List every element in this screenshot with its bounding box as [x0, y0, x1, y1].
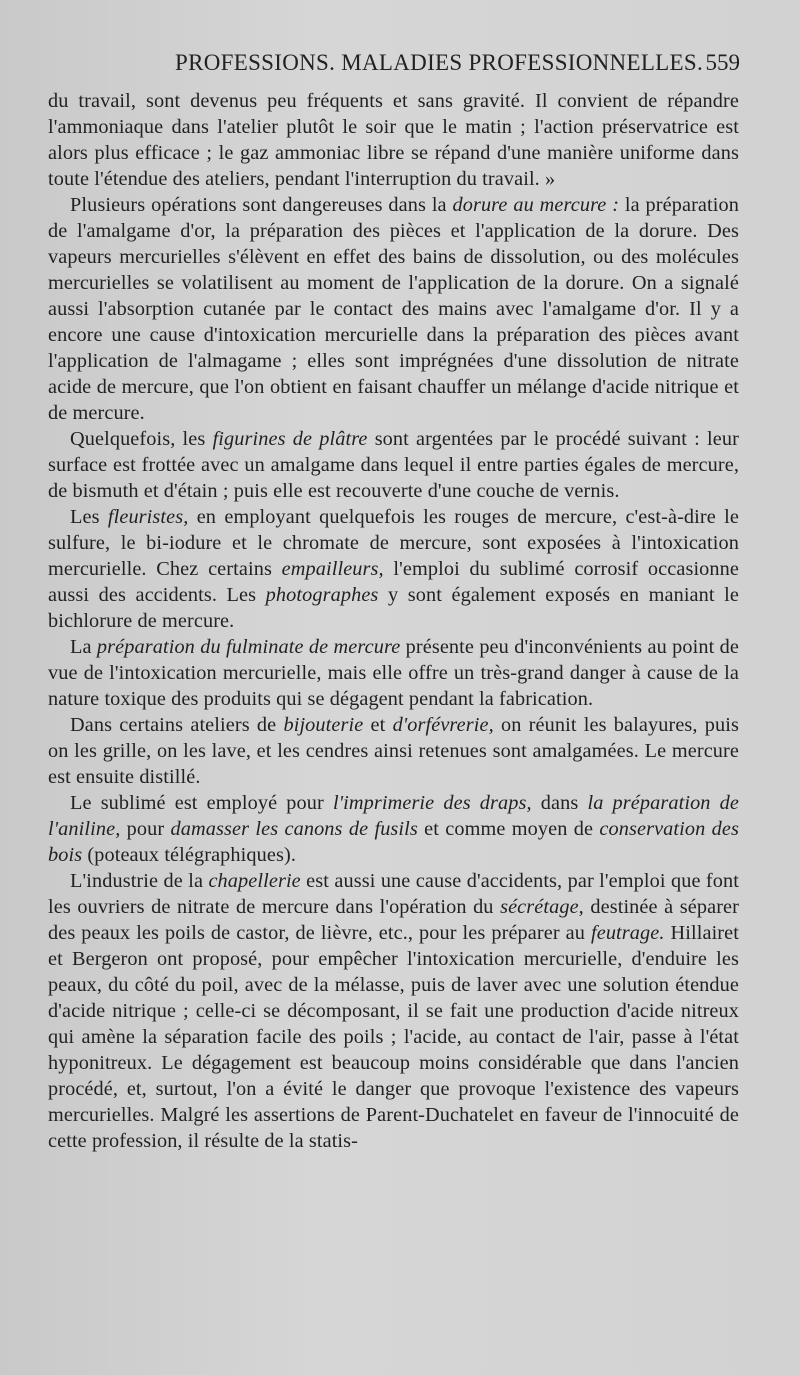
text-run: on réunit les balayures, puis on les grille, on les lave, et les cendres ainsi retenues sont amalgamées. Le mercure est ensuite distillé.	[48, 714, 740, 788]
text-run: La	[70, 636, 97, 658]
running-header	[50, 44, 740, 80]
text-run: du travail, sont devenus peu fréquents et sans gravité. Il convient de répandre l'ammoniaque dans l'atelier plutôt le soir que le matin ; l'action préservatrice est alors plus efficace ; le gaz ammoniac libre se répand d'une manière uniforme dans toute l'étendue des ateliers, pendant l'interruption du travail. »	[48, 90, 739, 190]
text-run: en employant quelquefois les rouges de mercure, c'est-à-dire le sulfure, le bi-iodure et le chromate de mercure, sont exposées à l'intoxication mercurielle. Chez certains	[48, 506, 739, 580]
italic-text: photographes	[265, 584, 379, 606]
paragraph	[48, 192, 739, 426]
text-run: et	[363, 714, 393, 736]
text-run: sont argentées par le procédé suivant : leur surface est frottée avec un amalgame dans lequel il entre parties égales de mercure, de bismuth et d'étain ; puis elle est recouverte d'une couche de vernis.	[48, 428, 739, 502]
body-text	[48, 88, 739, 1154]
italic-text: fleuristes,	[107, 506, 189, 528]
text-run: Les	[70, 506, 108, 528]
text-run: Hillairet et Bergeron ont proposé, pour empêcher l'intoxication mercurielle, d'enduire les peaux, du côté du poil, avec de la mélasse, puis de laver avec une solution étendue d'acide nitrique ; celle-ci se décomposant, il se fait une production d'acide nitreux qui amène la séparation facile des poils ; l'acide, au contact de l'air, passe à l'état hyponitreux. Le dégagement est beaucoup moins considérable que dans l'ancien procédé, et, surtout, l'on a évité le danger que provoque l'existence des vapeurs mercurielles. Malgré les assertions de Parent-Duchatelet en faveur de l'innocuité de cette profession, il résulte de la statis-	[48, 922, 739, 1152]
italic-text: feutrage.	[590, 922, 665, 944]
paragraph	[48, 712, 739, 790]
text-run: dans	[531, 792, 588, 814]
italic-text: dorure au mercure :	[452, 194, 620, 216]
text-run: Quelquefois, les	[70, 428, 213, 450]
italic-text: conservation des bois	[48, 818, 739, 866]
text-run: (poteaux télégraphiques).	[82, 844, 296, 866]
italic-text: empailleurs,	[281, 558, 384, 580]
running-title: PROFESSIONS. MALADIES PROFESSIONNELLES.	[175, 50, 704, 75]
text-run: et comme moyen de	[417, 818, 600, 840]
text-run: Plusieurs opérations sont dangereuses dans la	[70, 194, 453, 216]
text-run: Le sublimé est employé pour	[70, 792, 333, 814]
text-run: pour	[120, 818, 171, 840]
text-run: y sont également exposés en maniant le bichlorure de mercure.	[48, 584, 740, 632]
italic-text: d'orfévrerie,	[392, 714, 494, 736]
text-run: L'industrie de la	[70, 870, 209, 892]
text-run: la préparation de l'amalgame d'or, la préparation des pièces et l'application de la dorure. Des vapeurs mercurielles s'élèvent en effet des bains de dissolution, ou des molécules mercurielles se volatilisent au moment de l'application de la dorure. On a signalé aussi l'absorption cutanée par le contact des mains avec l'amalgame d'or. Il y a encore une cause d'intoxication mercurielle dans la préparation des pièces avant l'application de l'almagame ; elles sont imprégnées d'une dissolution de nitrate acide de mercure, que l'on obtient en faisant chauffer un mélange d'acide nitrique et de mercure.	[48, 194, 739, 424]
text-run: présente peu d'inconvénients au point de vue de l'intoxication mercurielle, mais elle offre un très-grand danger à cause de la nature toxique des produits qui se dégagent pendant la fabrication.	[48, 636, 739, 710]
text-run: l'emploi du sublimé corrosif occasionne aussi des accidents. Les	[48, 558, 739, 606]
text-run: Dans certains ateliers de	[70, 714, 284, 736]
italic-text: figurines de plâtre	[212, 428, 368, 450]
page-number: 559	[705, 50, 740, 75]
italic-text: damasser les canons de fusils	[170, 818, 418, 840]
paragraph	[48, 426, 739, 504]
italic-text: bijouterie	[283, 714, 364, 736]
italic-text: chapellerie	[208, 870, 301, 892]
paragraph	[48, 504, 739, 634]
paragraph	[48, 634, 739, 712]
text-run: est aussi une cause d'accidents, par l'emploi que font les ouvriers de nitrate de mercure dans l'opération du	[48, 870, 740, 918]
text-run: destinée à séparer des peaux les poils de castor, de lièvre, etc., pour les préparer au	[48, 896, 739, 944]
paragraph	[48, 88, 739, 192]
italic-text: l'imprimerie des draps,	[332, 792, 532, 814]
italic-text: la préparation de l'aniline,	[48, 792, 739, 840]
paragraph	[48, 868, 739, 1154]
italic-text: préparation du fulminate de mercure	[96, 636, 401, 658]
italic-text: sécrétage,	[500, 896, 584, 918]
paragraph	[48, 790, 739, 868]
